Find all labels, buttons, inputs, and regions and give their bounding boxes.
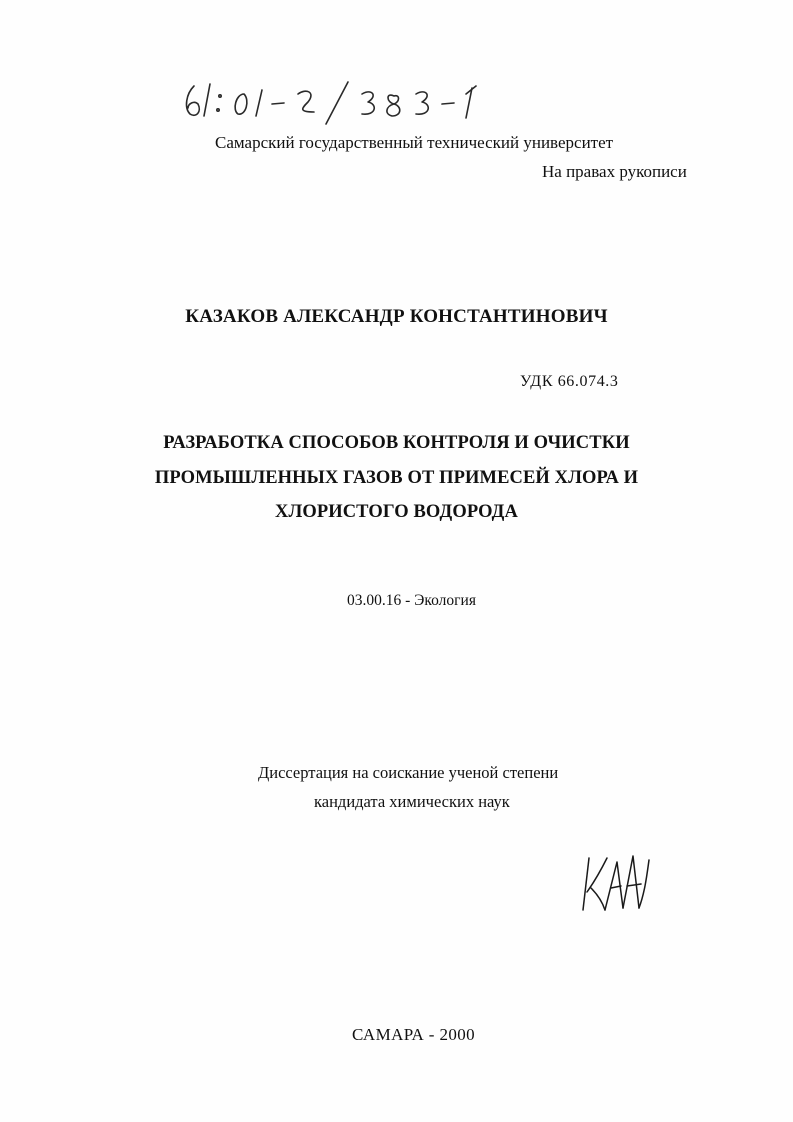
university-name: Самарский государственный технический университет (215, 133, 614, 152)
degree-line-2: кандидата химических наук (314, 792, 510, 811)
handwritten-signature (575, 852, 655, 914)
degree-line-1: Диссертация на соискание ученой степени (258, 763, 559, 782)
author-name: КАЗАКОВ АЛЕКСАНДР КОНСТАНТИНОВИЧ (185, 306, 608, 327)
thesis-title-line-1: РАЗРАБОТКА СПОСОБОВ КОНТРОЛЯ И ОЧИСТКИ (163, 433, 630, 453)
thesis-title-line-2: ПРОМЫШЛЕННЫХ ГАЗОВ ОТ ПРИМЕСЕЙ ХЛОРА И (154, 468, 639, 488)
handwritten-archive-note (180, 72, 540, 132)
udk-code: УДК 66.074.3 (520, 373, 619, 390)
manuscript-rights: На правах рукописи (542, 162, 687, 181)
specialty-code: 03.00.16 - Экология (347, 592, 476, 609)
city-year: САМАРА - 2000 (352, 1025, 476, 1044)
thesis-title-line-3: ХЛОРИСТОГО ВОДОРОДА (275, 502, 518, 522)
